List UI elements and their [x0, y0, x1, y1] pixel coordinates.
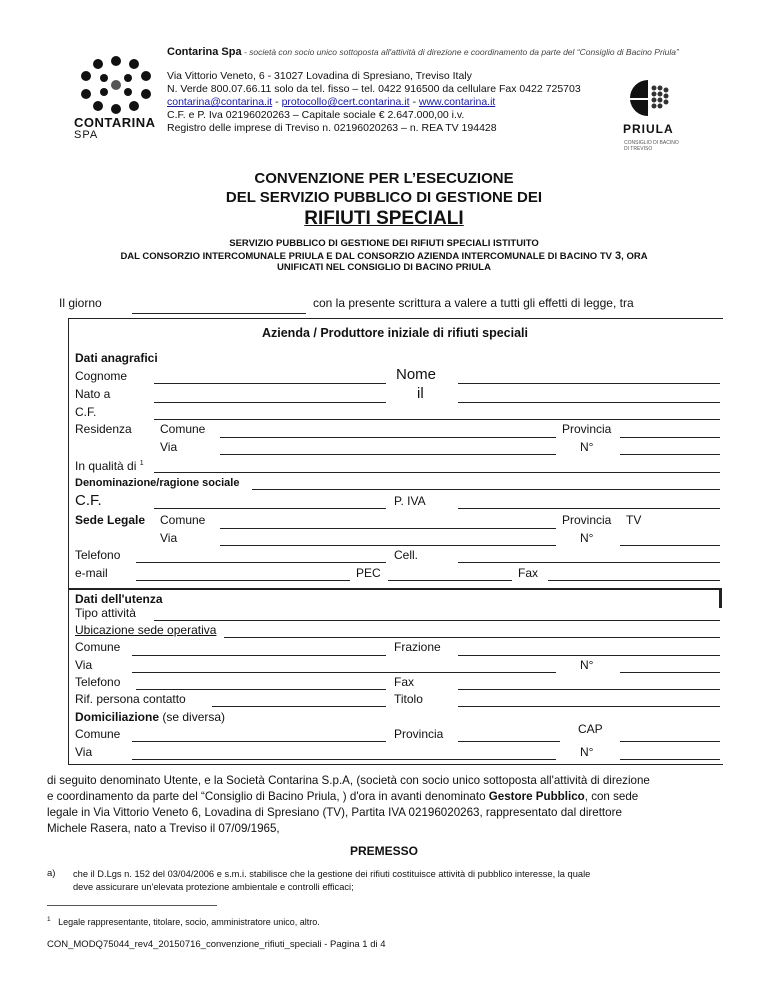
cf-big-label: C.F.	[75, 492, 102, 509]
dom-via-field[interactable]	[132, 759, 556, 760]
titolo-label: Titolo	[394, 692, 423, 706]
piva-label: P. IVA	[394, 494, 426, 508]
company-address: Via Vittorio Veneto, 6 - 31027 Lovadina di Spresiano, Treviso Italy	[167, 70, 472, 82]
cell-label: Cell.	[394, 548, 419, 562]
body-p1-line2: e coordinamento da parte del “Consiglio di Bacino Priula, ) d'ora in avanti denominato Gestore Pubblico, con sede	[47, 790, 639, 803]
ubicazione-via-field[interactable]	[132, 672, 556, 673]
in-qualita-label: In qualità di $^1$	[75, 459, 144, 473]
sede-provincia-label: Provincia	[562, 513, 612, 527]
sede-comune-field[interactable]	[220, 528, 556, 529]
ubicazione-via-label: Via	[75, 658, 93, 672]
sede-numero-field[interactable]	[620, 545, 720, 546]
denominazione-field[interactable]	[252, 489, 720, 490]
subtitle-line3: UNIFICATI NEL CONSIGLIO DI BACINO PRIULA	[277, 262, 491, 273]
denominazione-label: Denominazione/ragione sociale	[75, 477, 240, 489]
date-field[interactable]	[132, 313, 306, 314]
tipo-attivita-label: Tipo attività	[75, 606, 136, 620]
cf-label: C.F.	[75, 405, 97, 419]
dom-numero-label: N°	[580, 745, 594, 759]
nome-label: Nome	[396, 366, 437, 383]
ubicazione-telefono-field[interactable]	[136, 689, 386, 690]
sede-via-field[interactable]	[220, 545, 556, 546]
cell-field[interactable]	[458, 562, 720, 563]
residenza-numero-label: N°	[580, 440, 594, 454]
residenza-provincia-label: Provincia	[562, 422, 612, 436]
piva-field[interactable]	[458, 508, 720, 509]
title-line2: DEL SERVIZIO PUBBLICO DI GESTIONE DEI	[225, 189, 543, 206]
il-label: il	[417, 385, 424, 402]
body-p1-line4: Michele Rasera, nato a Treviso il 07/09/1965,	[47, 822, 280, 835]
residenza-via-label: Via	[160, 440, 178, 454]
dom-provincia-field[interactable]	[458, 741, 560, 742]
company-register: Registro delle imprese di Treviso n. 02196020263 – n. REA TV 194428	[167, 122, 497, 134]
title-line3: RIFIUTI SPECIALI	[304, 208, 464, 229]
dati-anagrafici-heading: Dati anagrafici	[75, 351, 158, 365]
ubicazione-field[interactable]	[224, 637, 720, 638]
domiciliazione-label: Domiciliazione (se diversa)	[75, 710, 226, 724]
contarina-logo-name: CONTARINA	[74, 115, 156, 130]
footnote: $^1$ Legale rappresentante, titolare, socio, amministratore unico, altro.	[47, 916, 320, 927]
residenza-comune-field[interactable]	[220, 437, 556, 438]
dom-provincia-label: Provincia	[394, 727, 444, 741]
ubicazione-comune-field[interactable]	[132, 655, 386, 656]
ubicazione-telefono-label: Telefono	[75, 675, 121, 689]
company-line: Contarina Spa - società con socio unico sottoposta all'attività di direzione e coordinamento da parte del “Consiglio di Bacino Priula”	[167, 46, 679, 58]
pec-link[interactable]: protocollo@cert.contarina.it	[281, 96, 410, 108]
page-footer: CON_MODQ75044_rev4_20150716_convenzione_rifiuti_speciali - Pagina 1 di 4	[47, 939, 386, 950]
residenza-comune-label: Comune	[160, 422, 206, 436]
website-link[interactable]: www.contarina.it	[418, 96, 496, 108]
section-divider-edge	[719, 588, 722, 608]
priula-logo-sub2: DI TREVISO	[624, 146, 653, 152]
frazione-label: Frazione	[394, 640, 441, 654]
dom-comune-label: Comune	[75, 727, 121, 741]
section-divider	[68, 588, 722, 590]
dom-cap-label: CAP	[578, 722, 603, 736]
sede-legale-label: Sede Legale	[75, 513, 146, 527]
frazione-field[interactable]	[458, 655, 720, 656]
contarina-logo-icon	[76, 56, 156, 116]
ubicazione-fax-field[interactable]	[458, 689, 720, 690]
il-giorno-label: Il giorno	[59, 296, 102, 310]
rif-persona-field[interactable]	[212, 706, 386, 707]
sede-via-label: Via	[160, 531, 178, 545]
nome-field[interactable]	[458, 383, 720, 384]
sede-comune-label: Comune	[160, 513, 206, 527]
subtitle-line1: SERVIZIO PUBBLICO DI GESTIONE DEI RIFIUTI SPECIALI ISTITUITO	[229, 238, 539, 249]
intro-text: con la presente scrittura a valere a tutti gli effetti di legge, tra	[313, 296, 634, 310]
contarina-logo-sub: SPA	[74, 129, 99, 141]
dom-via-label: Via	[75, 745, 93, 759]
ubicazione-numero-field[interactable]	[620, 672, 720, 673]
cognome-label: Cognome	[75, 369, 128, 383]
email-label: e-mail	[75, 566, 108, 580]
company-contacts: contarina@contarina.it - protocollo@cert.contarina.it - www.contarina.it	[167, 96, 496, 108]
cf-company-field[interactable]	[154, 508, 386, 509]
company-phones: N. Verde 800.07.66.11 solo da tel. fisso – tel. 0422 916500 da cellulare Fax 0422 725703	[167, 83, 581, 95]
dati-utenza-heading: Dati dell'utenza	[75, 592, 163, 606]
nato-a-label: Nato a	[75, 387, 111, 401]
il-field[interactable]	[458, 402, 720, 403]
clause-a-label: a)	[47, 868, 56, 879]
telefono-field[interactable]	[136, 562, 386, 563]
cf-field[interactable]	[154, 419, 720, 420]
premesso-heading: PREMESSO	[349, 844, 418, 858]
company-vat: C.F. e P. Iva 02196020263 – Capitale sociale € 2.647.000,00 i.v.	[167, 109, 465, 121]
ubicazione-label: Ubicazione sede operativa	[75, 623, 217, 637]
titolo-field[interactable]	[458, 706, 720, 707]
footnote-divider	[47, 905, 217, 906]
residenza-label: Residenza	[75, 422, 132, 436]
priula-logo-icon	[628, 78, 672, 118]
priula-logo-sub1: CONSIGLIO DI BACINO	[624, 140, 679, 146]
priula-logo-name: PRIULA	[623, 122, 674, 136]
dom-numero-field[interactable]	[620, 759, 720, 760]
residenza-via-field[interactable]	[220, 454, 556, 455]
tipo-attivita-field[interactable]	[154, 620, 720, 621]
rif-persona-label: Rif. persona contatto	[75, 692, 186, 706]
email-link[interactable]: contarina@contarina.it	[167, 96, 273, 108]
dom-comune-field[interactable]	[132, 741, 386, 742]
residenza-numero-field[interactable]	[620, 454, 720, 455]
sede-numero-label: N°	[580, 531, 594, 545]
title-line1: CONVENZIONE PER L’ESECUZIONE	[254, 170, 514, 187]
fax-label: Fax	[518, 566, 539, 580]
subtitle-line2: DAL CONSORZIO INTERCOMUNALE PRIULA E DAL CONSORZIO AZIENDA INTERCOMUNALE DI BACINO TV 3, ORA	[120, 250, 648, 262]
telefono-label: Telefono	[75, 548, 121, 562]
in-qualita-field[interactable]	[154, 472, 720, 473]
fax-field[interactable]	[548, 580, 720, 581]
dom-cap-field[interactable]	[620, 741, 720, 742]
pec-label: PEC	[356, 566, 381, 580]
body-p1-line3: legale in Via Vittorio Veneto 6, Lovadina di Spresiano (TV), Partita IVA 02196020263, rappresentato dal direttore	[47, 806, 622, 819]
nato-a-field[interactable]	[154, 402, 386, 403]
cognome-field[interactable]	[154, 383, 386, 384]
ubicazione-comune-label: Comune	[75, 640, 121, 654]
clause-a-line2: deve assicurare un'elevata protezione ambientale e controlli efficaci;	[73, 882, 354, 892]
email-field[interactable]	[136, 580, 350, 581]
pec-field[interactable]	[388, 580, 512, 581]
clause-a-line1: che il D.Lgs n. 152 del 03/04/2006 e s.m.i. stabilisce che la gestione dei rifiuti costituisce attività di pubblico interesse, la quale	[73, 869, 591, 879]
box-title: Azienda / Produttore iniziale di rifiuti speciali	[261, 326, 528, 340]
sede-provincia-value: TV	[626, 513, 642, 527]
residenza-provincia-field[interactable]	[620, 437, 720, 438]
ubicazione-numero-label: N°	[580, 658, 594, 672]
body-p1-line1: di seguito denominato Utente, e la Società Contarina S.p.A, (società con socio unico sottoposta all'attività di direzione	[47, 774, 650, 787]
ubicazione-fax-label: Fax	[394, 675, 415, 689]
